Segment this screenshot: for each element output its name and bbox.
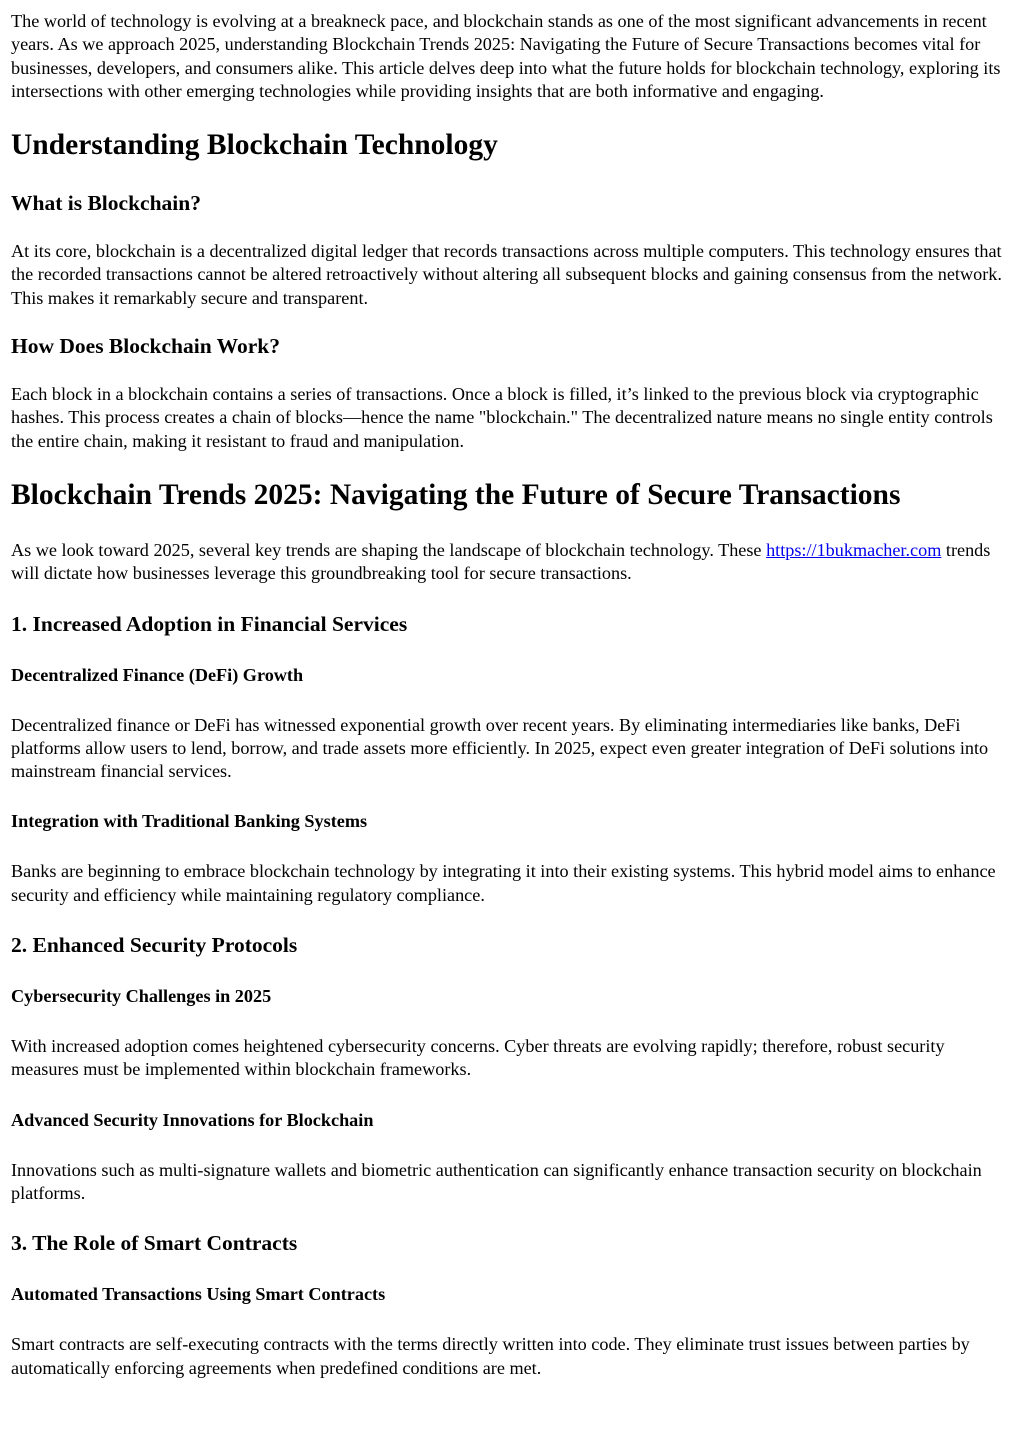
paragraph-defi-growth: Decentralized finance or DeFi has witnessed exponential growth over recent years. By eliminating intermediaries like banks, DeFi platforms allow users to lend, borrow, and trade assets more efficiently. In 2025, expect even greater integration of DeFi solutions into mainstream financial services. — [11, 714, 989, 782]
heading-defi-growth: Decentralized Finance (DeFi) Growth — [11, 664, 304, 685]
heading-understanding-blockchain: Understanding Blockchain Technology — [11, 129, 498, 162]
paragraph-traditional-banking: Banks are beginning to embrace blockchain technology by integrating it into their existing systems. This hybrid model aims to enhance security and efficiency while maintaining regulatory compliance. — [11, 861, 996, 905]
heading-smart-contracts: 3. The Role of Smart Contracts — [11, 1231, 298, 1256]
heading-how-blockchain-works: How Does Blockchain Work? — [11, 334, 280, 359]
paragraph-trends-intro — [11, 539, 1013, 586]
paragraph-automated-transactions: Smart contracts are self-executing contracts with the terms directly written into code. They eliminate trust issues between parties by automatically enforcing agreements when predefined conditions are met. — [11, 1334, 970, 1378]
paragraph-how-blockchain-works: Each block in a blockchain contains a series of transactions. Once a block is filled, it’s linked to the previous block via cryptographic hashes. This process creates a chain of blocks—hence the name "blockchain." The decentralized nature means no single entity controls the entire chain, making it resistant to fraud and manipulation. — [11, 384, 993, 451]
bukmacher-link[interactable]: https://1bukmacher.com — [766, 539, 942, 560]
heading-cybersecurity-challenges: Cybersecurity Challenges in 2025 — [11, 986, 272, 1007]
paragraph-cybersecurity-challenges: With increased adoption comes heightened cybersecurity concerns. Cyber threats are evolving rapidly; therefore, robust security measures must be implemented within blockchain frameworks. — [11, 1036, 945, 1080]
trends-text-before-link: As we look toward 2025, several key trends are shaping the landscape of blockchain technology. These — [11, 539, 767, 560]
paragraph-security-innovations: Innovations such as multi-signature wallets and biometric authentication can significantly enhance transaction security on blockchain platforms. — [11, 1159, 982, 1203]
heading-blockchain-trends-2025: Blockchain Trends 2025: Navigating the Future of Secure Transactions — [11, 478, 901, 511]
heading-what-is-blockchain: What is Blockchain? — [11, 191, 201, 216]
heading-increased-adoption: 1. Increased Adoption in Financial Services — [11, 611, 408, 636]
heading-security-innovations: Advanced Security Innovations for Blockchain — [11, 1109, 374, 1130]
trends-text-after-link: trends will dictate how businesses leverage this groundbreaking tool for secure transactions. — [11, 539, 991, 584]
heading-traditional-banking: Integration with Traditional Banking Systems — [11, 811, 368, 832]
intro-paragraph: The world of technology is evolving at a breakneck pace, and blockchain stands as one of the most significant advancements in recent years. As we approach 2025, understanding Blockchain Trends 2025: Navigating the Future of Secure Transactions becomes vital for businesses, developers, and consumers alike. This article delves deep into what the future holds for blockchain technology, exploring its intersections with other emerging technologies while providing insights that are both informative and engaging. — [11, 11, 1001, 101]
heading-automated-transactions: Automated Transactions Using Smart Contracts — [11, 1284, 386, 1305]
heading-enhanced-security: 2. Enhanced Security Protocols — [11, 933, 298, 958]
paragraph-what-is-blockchain: At its core, blockchain is a decentralized digital ledger that records transactions across multiple computers. This technology ensures that the recorded transactions cannot be altered retroactively without altering all subsequent blocks and gaining consensus from the network. This makes it remarkably secure and transparent. — [11, 241, 1002, 308]
